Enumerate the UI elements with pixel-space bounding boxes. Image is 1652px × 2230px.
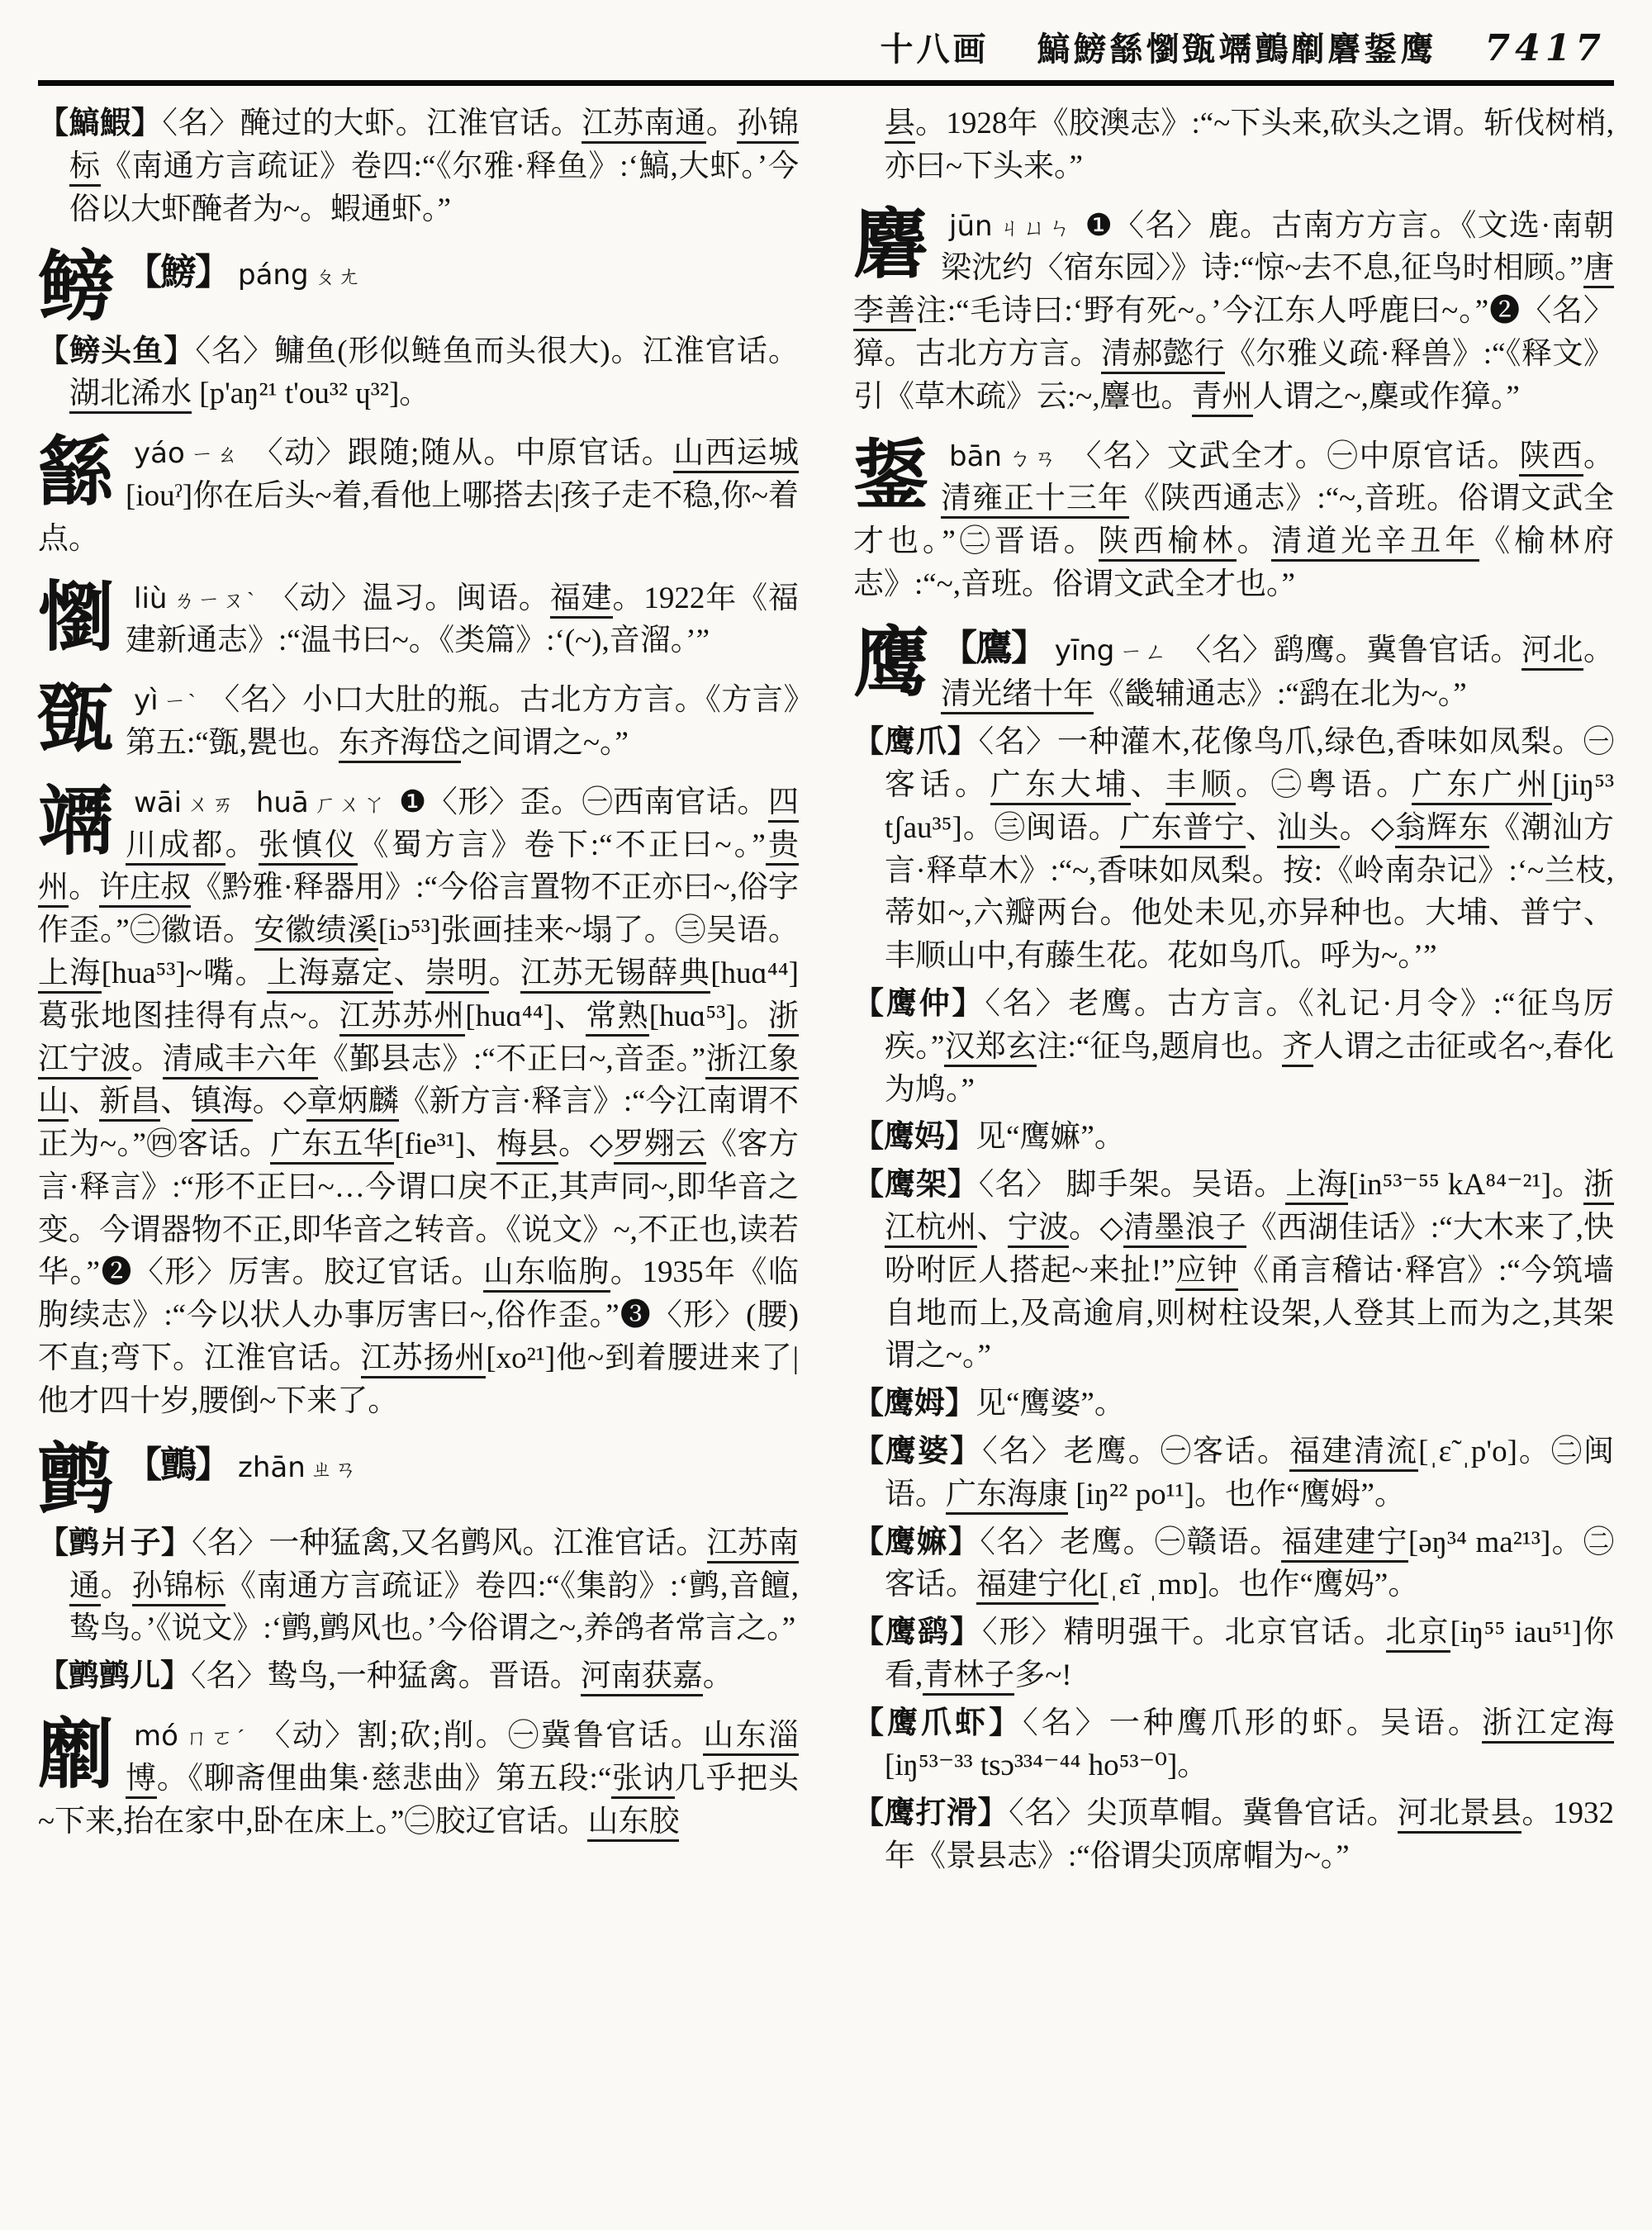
underlined-proper-noun: 孙锦标	[132, 1569, 225, 1606]
traditional-form: 【鸇】	[126, 1444, 230, 1485]
underlined-proper-noun: 浙江定海	[1482, 1706, 1614, 1744]
underlined-proper-noun: 福建宁化	[976, 1568, 1099, 1605]
body-text: 多~!	[1014, 1658, 1072, 1692]
bopomofo: ㄆㄤ	[313, 264, 362, 290]
underlined-proper-noun: 陕西	[1519, 439, 1583, 477]
body-text: 。1928年《胶澳志》:“~下头来,砍头之谓。斩伐树梢,亦曰~下头来。”	[885, 107, 1615, 183]
underlined-proper-noun: 江苏南通	[69, 1526, 799, 1606]
underlined-proper-noun: 梅县	[496, 1127, 558, 1165]
underlined-proper-noun: 江苏无锡薛典	[520, 956, 710, 994]
running-head	[38, 12, 1614, 78]
body-text: 。《聊斋俚曲集·慈悲曲》第五段:“	[156, 1761, 612, 1796]
headword-entry	[38, 781, 799, 1423]
body-text: 《南通方言疏证》卷四:“《集韵》:‘鹯,音饘,鸷鸟。’《说文》:‘鹯,鹯风也。’今俗谓之~,养鸽者常言之。”	[69, 1568, 800, 1646]
page-number: 7417	[1484, 27, 1606, 69]
body-text: 。	[100, 1568, 132, 1603]
bopomofo: ㄇㄛˊ	[183, 1725, 249, 1751]
body-text: 注:“毛诗曰:‘野有死~。’今江东人呼鹿曰~。”❷〈名〉獐。古北方方言。	[853, 294, 1614, 371]
underlined-proper-noun: 浙江象山	[38, 1042, 799, 1122]
body-text: 几乎把头~下来,抬在家中,卧在床上。”㊁胶辽官话。	[38, 1761, 800, 1839]
body-text: 《潮汕方言·释草木》:“~,香味如凤梨。按:《岭南杂记》:‘~兰枝,蒂如~,六瓣两台。他处未见,亦异种也。大埔、普宁、丰顺山中,有藤生花。花如鸟爪。呼为~。’”	[885, 810, 1615, 974]
body-text: [ˌɛĩ ˌmɒ]。也作“鹰妈”。	[1099, 1568, 1419, 1602]
underlined-proper-noun: 清光绪十年	[941, 677, 1094, 714]
underlined-proper-noun: 清道光辛丑年	[1271, 524, 1479, 562]
body-text: 。	[488, 956, 520, 990]
body-text: 《南通方言疏证》卷四:“《尔雅·释鱼》:‘鰝,大虾。’今俗以大虾醃者为~。蝦通虾。”	[69, 149, 800, 226]
compound-headword: 【鹯爿子】	[38, 1525, 192, 1560]
underlined-proper-noun: 山西运城	[673, 436, 799, 473]
underlined-proper-noun: 湖北浠水	[69, 377, 192, 414]
underlined-proper-noun: 福建建宁	[1281, 1525, 1408, 1563]
two-column-body	[38, 102, 1614, 1883]
body-text: [huɑ⁵³]。	[648, 999, 769, 1033]
body-text: [xo²¹]他~到着腰进来了|他才四十岁,腰倒~下来了。	[38, 1341, 800, 1418]
underlined-proper-noun: 县	[885, 107, 915, 144]
bopomofo: ㄧㄥ	[1119, 639, 1169, 665]
body-text: 〈名〉老鹰。㊀客话。	[982, 1434, 1289, 1468]
underlined-proper-noun: 安徽绩溪	[254, 913, 378, 951]
underlined-proper-noun: 江苏苏州	[339, 999, 466, 1037]
body-text: 。◇	[1339, 810, 1396, 845]
underlined-proper-noun: 东齐海岱	[339, 726, 461, 763]
underlined-proper-noun: 章炳麟	[306, 1084, 398, 1122]
pinyin: mó	[134, 1720, 178, 1753]
body-text: 〈名〉老鹰。古方言。《礼记·月令》:“征鸟厉疾。”	[885, 986, 1614, 1064]
body-text: 。	[69, 871, 100, 905]
underlined-proper-noun: 青州	[1192, 380, 1253, 417]
bopomofo: ㄏㄨㄚ	[313, 791, 388, 817]
compound-entry	[38, 102, 799, 230]
body-text: 见“鹰嫲”。	[976, 1120, 1125, 1155]
body-text: 。	[131, 1041, 163, 1076]
headword-entry	[853, 435, 1614, 606]
underlined-proper-noun: 广东大埔	[990, 768, 1131, 805]
body-text: 见“鹰婆”。	[976, 1387, 1125, 1421]
body-text: [jiŋ⁵³ tʃau³⁵]。㊂闽语。	[885, 767, 1615, 845]
headword-char: 麏	[853, 202, 930, 287]
underlined-proper-noun: 福建清流	[1289, 1435, 1418, 1472]
body-text: 之间谓之~。”	[460, 725, 629, 760]
body-text: 、	[1130, 767, 1166, 802]
headword-entry	[38, 245, 799, 330]
body-text: 。1932年《景县志》:“俗谓尖顶席帽为~。”	[885, 1796, 1615, 1874]
compound-headword: 【鰝鰕】	[38, 107, 163, 140]
body-text: 人谓之~,麇或作獐。”	[1252, 379, 1520, 414]
underlined-proper-noun: 福建	[550, 581, 613, 619]
body-text: 注:“征鸟,题肩也。	[1037, 1029, 1283, 1064]
bopomofo: ㄓㄢ	[310, 1456, 358, 1482]
underlined-proper-noun: 汉郑玄	[944, 1030, 1037, 1067]
bopomofo: ㄧㄠ	[189, 443, 241, 468]
underlined-proper-noun: 江苏南通	[582, 107, 705, 144]
body-text: 〈名〉一种猛禽,又名鹯风。江淮官话。	[192, 1525, 707, 1560]
traditional-form: 【鷹】	[941, 627, 1047, 668]
headword-char: 竵	[38, 779, 115, 864]
bopomofo: ㄨㄞ	[187, 791, 236, 817]
body-text: 。	[225, 828, 259, 862]
body-text: 。◇	[1069, 1210, 1124, 1245]
body-text: 。㊁粤语。	[1236, 767, 1412, 802]
underlined-proper-noun: 丰顺	[1165, 768, 1236, 805]
traditional-form: 【鰟】	[126, 252, 230, 293]
underlined-proper-noun: 上海	[38, 956, 102, 994]
body-text: 《西湖佳话》:“大木来了,快吩咐匠人搭起~来扯!”	[885, 1210, 1615, 1288]
underlined-proper-noun: 清雍正十三年	[941, 482, 1129, 519]
underlined-proper-noun: 齐	[1282, 1030, 1313, 1067]
underlined-proper-noun: 崇明	[425, 956, 489, 994]
body-text: 。	[702, 1659, 733, 1694]
compound-headword: 【鹰爪】	[853, 725, 979, 760]
body-text: 〈名〉尖顶草帽。冀鲁官话。	[1009, 1796, 1398, 1831]
pinyin: yì	[134, 684, 159, 718]
stroke-section-label: 十八画	[880, 31, 990, 68]
underlined-proper-noun: 清咸丰六年	[163, 1042, 318, 1079]
pinyin: zhān	[238, 1450, 306, 1484]
compound-entry	[853, 1702, 1614, 1788]
body-text: 〈动〉跟随;随从。中原官话。	[252, 436, 674, 471]
underlined-proper-noun: 江苏扬州	[361, 1341, 487, 1378]
body-text: 人谓之击征或名~,春化为鸠。”	[885, 1029, 1614, 1107]
compound-entry	[38, 1655, 799, 1698]
body-text: [p'aŋ²¹ t'ou³² ɥ³²]。	[192, 377, 430, 411]
body-text: [fie³¹]、	[394, 1127, 497, 1162]
body-text: [iŋ⁵³⁻³³ tsɔ³³⁴⁻⁴⁴ ho⁵³⁻⁰]。	[885, 1748, 1208, 1783]
compound-headword: 【鹰鹞】	[853, 1616, 983, 1650]
underlined-proper-noun: 许庄叔	[99, 871, 191, 908]
body-text: [in⁵³⁻⁵⁵ kA⁸⁴⁻²¹]。	[1348, 1168, 1583, 1203]
body-text: [iouˀ]你在后头~着,看他上哪搭去|孩子走不稳,你~着点。	[38, 478, 799, 556]
body-text: 《黔雅·释器用》:“今俗言置物不正亦曰~,俗字作歪。”㊁徽语。	[38, 871, 800, 948]
body-text: [əŋ³⁴ ma²¹³]。㊁客话。	[885, 1525, 1615, 1602]
underlined-proper-noun: 山东临朐	[483, 1255, 610, 1293]
compound-entry	[853, 1611, 1614, 1697]
body-text: [ˌɛ̃ ˌp'o]。㊁闽语。	[885, 1434, 1614, 1511]
body-text: 〈名〉老鹰。㊀赣语。	[980, 1525, 1282, 1559]
headword-entry	[38, 577, 799, 663]
body-text: 、	[393, 956, 425, 990]
underlined-proper-noun: 新昌	[99, 1084, 160, 1122]
compound-entry	[853, 1792, 1614, 1878]
headword-char: 鹯	[38, 1437, 115, 1522]
pinyin: yáo	[134, 437, 185, 471]
headword-char: 㽅	[38, 677, 115, 762]
compound-headword: 【鹰架】	[853, 1168, 979, 1203]
underlined-proper-noun: 四川成都	[126, 785, 799, 866]
body-text: 〈名〉一种鹰爪形的虾。吴语。	[1023, 1706, 1482, 1740]
body-text: [iŋ⁵⁵ iau⁵¹]你看,	[885, 1616, 1615, 1692]
headword-char: 劘	[38, 1713, 115, 1798]
underlined-proper-noun: 陕西榆林	[1099, 524, 1237, 562]
body-text: 。	[1237, 524, 1272, 559]
underlined-proper-noun: 贵州	[38, 828, 799, 909]
body-text: ❶〈名〉鹿。古南方方言。《文选·南朝梁沈约〈宿东园〉》诗:“惊~去不息,征鸟时相顾。”	[941, 208, 1615, 286]
underlined-proper-noun: 河南获嘉	[581, 1659, 703, 1696]
headword-entry	[38, 679, 799, 765]
compound-entry	[853, 1431, 1614, 1516]
bopomofo: ㄌㄧㄡˋ	[172, 587, 257, 613]
underlined-proper-noun: 北京	[1386, 1616, 1450, 1653]
body-text: 《新方言·释言》:“今江南谓不正为~。”㊃客话。	[38, 1084, 800, 1162]
underlined-proper-noun: 河北	[1521, 633, 1583, 671]
compound-entry	[38, 1522, 799, 1650]
body-text: 〈动〉割;砍;削。㊀冀鲁官话。	[259, 1719, 704, 1753]
headword-entry	[38, 1715, 799, 1843]
headword-char: 鳑	[38, 245, 115, 330]
headword-char: 懰	[38, 575, 115, 660]
body-text: 〈动〉温习。闽语。	[268, 581, 550, 615]
compound-headword: 【鹰仲】	[853, 986, 985, 1021]
body-text: 《榆林府志》:“~,音班。俗谓文武全才也。”	[853, 524, 1615, 601]
body-text: 〈名〉 脚手架。吴语。	[978, 1168, 1286, 1203]
underlined-proper-noun: 广东普宁	[1120, 811, 1246, 848]
compound-headword: 【鳑头鱼】	[38, 334, 196, 368]
compound-entry	[853, 1383, 1614, 1426]
compound-headword: 【鹰婆】	[853, 1434, 983, 1468]
underlined-proper-noun: 翁辉东	[1395, 811, 1489, 848]
left-column	[38, 102, 799, 1883]
body-text: 《畿辅通志》:“鹞在北为~。”	[1094, 677, 1467, 712]
body-text: 《蜀方言》卷下:“不正曰~。”	[358, 828, 766, 862]
underlined-proper-noun: 常熟	[586, 999, 648, 1037]
body-text: 《尔雅义疏·释兽》:“《释文》引《草木疏》云:~,麞也。	[853, 336, 1615, 414]
body-text: 。	[705, 107, 738, 140]
body-text: 〈名〉小口大肚的瓶。古北方方言。《方言》第五:“㽅,甖也。	[126, 683, 799, 760]
body-text: 。1935年《临朐续志》:“今以状人办事厉害曰~,俗作歪。”❸〈形〉(腰)不直;弯下。江淮官话。	[38, 1255, 800, 1376]
body-text: 〈名〉文武全才。㊀中原官话。	[1070, 439, 1520, 473]
headword-entry	[38, 1437, 799, 1522]
compound-headword: 【鹰打滑】	[853, 1796, 1009, 1831]
underlined-proper-noun: 广东广州	[1412, 768, 1552, 805]
pinyin: wāi	[134, 785, 183, 819]
underlined-proper-noun: 广东海康	[946, 1478, 1068, 1515]
pinyin: huā	[255, 785, 309, 819]
underlined-proper-noun: 青林子	[923, 1658, 1014, 1696]
compound-entry	[853, 1164, 1614, 1378]
body-text: 〈形〉精明强干。北京官话。	[982, 1616, 1386, 1650]
headword-char: 鹰	[853, 620, 930, 705]
body-text: 《甬言稽诂·释宫》:“今筑墙自地而上,及高逾肩,则树柱设架,人登其上而为之,其架谓之~。”	[885, 1253, 1614, 1374]
bopomofo: ㄅㄢ	[1006, 445, 1060, 471]
underlined-proper-noun: 上海	[1285, 1168, 1348, 1205]
body-text: [iɔ⁵³]张画挂来~塌了。㊂吴语。	[377, 913, 800, 948]
body-text: 。	[1583, 633, 1615, 667]
body-text: 。1922年《福建新通志》:“温书曰~。《类篇》:‘(~),音溜。’”	[126, 581, 800, 658]
body-text: 、	[69, 1084, 100, 1119]
pinyin: jūn	[949, 209, 993, 243]
underlined-proper-noun: 唐李善	[853, 251, 1614, 331]
headword-entry	[38, 432, 799, 560]
underlined-proper-noun: 上海嘉定	[267, 956, 394, 994]
underlined-proper-noun: 宁波	[1008, 1211, 1069, 1248]
pinyin: bān	[949, 439, 1002, 473]
body-text: 《鄞县志》:“不正曰~,音歪。”	[317, 1041, 706, 1076]
compound-entry	[38, 330, 799, 416]
body-text: 〈名〉醃过的大虾。江淮官话。	[162, 107, 582, 140]
underlined-proper-noun: 应钟	[1175, 1254, 1238, 1291]
body-text: 。	[1583, 439, 1615, 473]
compound-entry	[853, 1521, 1614, 1607]
headword-index: 鰝鰟䌛懰㽅竵鸇劘麏鋬鹰	[1037, 31, 1437, 68]
underlined-proper-noun: 汕头	[1277, 811, 1340, 848]
body-text: [iŋ²² po¹¹]。也作“鹰姆”。	[1068, 1477, 1405, 1511]
compound-headword: 【鹰妈】	[853, 1120, 976, 1155]
underlined-proper-noun: 广东五华	[270, 1127, 394, 1165]
underlined-proper-noun: 张讷	[611, 1762, 674, 1799]
body-text: [huɑ⁴⁴] 葛张地图挂得有点~。	[38, 956, 799, 1033]
compound-headword: 【鹰爪虾】	[853, 1706, 1023, 1740]
body-text: 《陕西通志》:“~,音班。俗谓文武全才也。”㊁晋语。	[853, 482, 1614, 559]
pinyin: yīng	[1054, 633, 1115, 667]
underlined-proper-noun: 罗翙云	[614, 1127, 706, 1165]
body-text: ❶〈形〉歪。㊀西南官话。	[399, 785, 769, 819]
body-text: 、	[1245, 810, 1277, 845]
compound-entry	[853, 721, 1614, 978]
bopomofo: ㄐㄩㄣ	[997, 215, 1074, 240]
body-text: 〈名〉一种灌木,花像鸟爪,绿色,香味如凤梨。㊀客话。	[885, 725, 1615, 802]
body-text: 。◇	[558, 1127, 614, 1162]
pinyin: páng	[238, 259, 309, 292]
body-text: 〈名〉鹞鹰。冀鲁官话。	[1180, 633, 1521, 667]
bopomofo: ㄧˋ	[163, 690, 198, 715]
compound-headword: 【鹰姆】	[853, 1387, 976, 1421]
header-rule	[38, 80, 1614, 86]
body-text: 。◇	[252, 1084, 307, 1119]
right-column	[853, 102, 1614, 1883]
body-text: 〈名〉鳙鱼(形似鲢鱼而头很大)。江淮官话。	[195, 334, 799, 368]
headword-char: 䌛	[38, 430, 115, 515]
underlined-proper-noun: 浙江宁波	[38, 999, 799, 1079]
headword-entry	[853, 620, 1615, 716]
body-text: 、	[976, 1210, 1008, 1245]
headword-char: 鋬	[853, 433, 930, 518]
pinyin: liù	[134, 581, 168, 615]
underlined-proper-noun: 清墨浪子	[1123, 1211, 1246, 1248]
continuation-paragraph	[853, 102, 1614, 188]
underlined-proper-noun: 河北景县	[1398, 1796, 1522, 1834]
underlined-proper-noun: 镇海	[192, 1084, 253, 1122]
body-text: 《客方言·释言》:“形不正曰~…今谓口戾不正,其声同~,即华音之变。今谓器物不正,即华音之转音。《说文》~,不正也,读若华。”❷〈形〉厉害。胶辽官话。	[38, 1127, 799, 1290]
compound-entry	[853, 983, 1614, 1111]
body-text: [hua⁵³]~嘴。	[101, 956, 267, 990]
compound-headword: 【鹰嫲】	[853, 1525, 980, 1559]
underlined-proper-noun: 张慎仪	[259, 828, 358, 866]
body-text: 〈名〉鸷鸟,一种猛禽。晋语。	[191, 1659, 581, 1694]
underlined-proper-noun: 清郝懿行	[1101, 337, 1225, 374]
compound-headword: 【鹯鹯儿】	[38, 1659, 191, 1694]
compound-entry	[853, 1116, 1614, 1159]
body-text: 、	[160, 1084, 192, 1119]
headword-entry	[853, 202, 1615, 419]
underlined-proper-noun: 山东胶	[587, 1805, 679, 1842]
underlined-proper-noun: 山东淄博	[126, 1719, 799, 1799]
body-text: [huɑ⁴⁴]、	[465, 999, 586, 1033]
underlined-proper-noun: 浙江杭州	[885, 1168, 1614, 1248]
underlined-proper-noun: 孙锦标	[69, 107, 799, 187]
